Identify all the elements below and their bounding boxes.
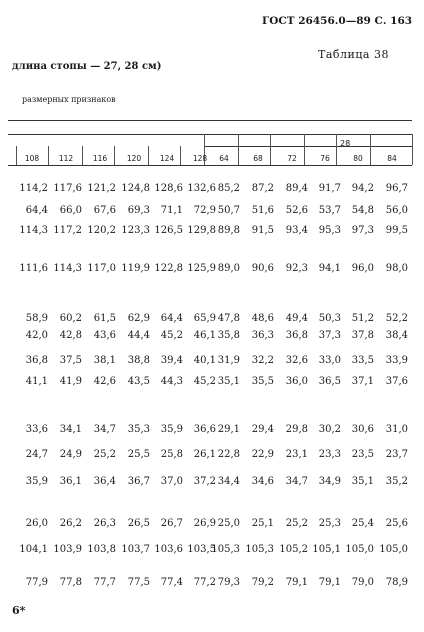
table-cell: 117,0 (87, 263, 116, 274)
table-cell: 105,3 (211, 544, 240, 555)
table-cell: 38,4 (385, 330, 408, 341)
table-cell: 129,8 (187, 225, 216, 236)
table-cell: 65,9 (193, 313, 216, 324)
table-cell: 33,5 (351, 355, 374, 366)
table-cell: 94,2 (351, 183, 374, 194)
table-cell: 29,8 (285, 424, 308, 435)
table-cell: 42,8 (59, 330, 82, 341)
table-cell: 89,8 (217, 225, 240, 236)
table-cell: 51,6 (251, 205, 274, 216)
table-cell: 33,9 (385, 355, 408, 366)
table-cell: 99,5 (385, 225, 408, 236)
table-cell: 50,7 (217, 205, 240, 216)
table-cell: 36,5 (318, 376, 341, 387)
table-cell: 103,5 (187, 544, 216, 555)
table-cell: 37,3 (318, 330, 341, 341)
page-mark: 6* (12, 604, 26, 617)
table-cell: 36,6 (193, 424, 216, 435)
table-cell: 33,6 (25, 424, 48, 435)
table-cell: 79,2 (251, 577, 274, 588)
table-cell: 34,4 (217, 476, 240, 487)
table-cell: 50,3 (318, 313, 341, 324)
foot-length-condition: длина стопы — 27, 28 см) (12, 61, 162, 72)
table-cell: 121,2 (87, 183, 116, 194)
table-cell: 58,9 (25, 313, 48, 324)
table-cell: 23,1 (285, 449, 308, 460)
table-cell: 35,9 (160, 424, 183, 435)
table-cell: 49,4 (285, 313, 308, 324)
table-cell: 105,3 (245, 544, 274, 555)
table-cell: 79,1 (285, 577, 308, 588)
table-cell: 52,6 (285, 205, 308, 216)
table-cell: 33,0 (318, 355, 341, 366)
table-cell: 31,0 (385, 424, 408, 435)
table-cell: 25,5 (127, 449, 150, 460)
table-cell: 23,7 (385, 449, 408, 460)
table-cell: 35,5 (251, 376, 274, 387)
table-cell: 34,1 (59, 424, 82, 435)
table-cell: 124,8 (121, 183, 150, 194)
group-rule (204, 146, 412, 147)
table-cell: 89,4 (285, 183, 308, 194)
table-cell: 94,1 (318, 263, 341, 274)
table-cell: 95,3 (318, 225, 341, 236)
column-header: 120 (126, 154, 142, 163)
table-cell: 36,4 (93, 476, 116, 487)
table-cell: 36,8 (25, 355, 48, 366)
table-cell: 77,4 (160, 577, 183, 588)
table-cell: 91,5 (251, 225, 274, 236)
table-cell: 62,9 (127, 313, 150, 324)
table-cell: 25,0 (217, 518, 240, 529)
table-cell: 24,9 (59, 449, 82, 460)
table-cell: 35,3 (127, 424, 150, 435)
table-cell: 43,5 (127, 376, 150, 387)
table-cell: 23,3 (318, 449, 341, 460)
table-cell: 126,5 (154, 225, 183, 236)
table-cell: 26,9 (193, 518, 216, 529)
column-header: 124 (159, 154, 175, 163)
table-cell: 117,6 (53, 183, 82, 194)
table-cell: 104,1 (19, 544, 48, 555)
table-cell: 48,6 (251, 313, 274, 324)
table-caption: Таблица 38 (318, 48, 389, 61)
table-cell: 25,1 (251, 518, 274, 529)
sizes-subheading: размерных признаков (22, 95, 116, 104)
table-cell: 25,2 (285, 518, 308, 529)
column-header: 128 (192, 154, 208, 163)
table-cell: 128,6 (154, 183, 183, 194)
table-cell: 26,1 (193, 449, 216, 460)
column-divider (412, 134, 413, 165)
table-cell: 105,2 (279, 544, 308, 555)
table-cell: 37,2 (193, 476, 216, 487)
table-cell: 25,4 (351, 518, 374, 529)
table-cell: 32,2 (251, 355, 274, 366)
column-header: 68 (253, 154, 263, 163)
table-cell: 26,2 (59, 518, 82, 529)
table-cell: 79,3 (217, 577, 240, 588)
column-header: 84 (387, 154, 397, 163)
table-cell: 34,7 (93, 424, 116, 435)
table-cell: 36,8 (285, 330, 308, 341)
table-cell: 114,2 (19, 183, 48, 194)
column-header: 76 (320, 154, 330, 163)
table-cell: 98,0 (385, 263, 408, 274)
table-cell: 36,3 (251, 330, 274, 341)
table-cell: 29,4 (251, 424, 274, 435)
table-cell: 103,6 (154, 544, 183, 555)
table-cell: 42,6 (93, 376, 116, 387)
table-cell: 77,9 (25, 577, 48, 588)
table-cell: 24,7 (25, 449, 48, 460)
table-cell: 37,8 (351, 330, 374, 341)
table-cell: 64,4 (160, 313, 183, 324)
table-cell: 41,9 (59, 376, 82, 387)
table-cell: 43,6 (93, 330, 116, 341)
table-cell: 51,2 (351, 313, 374, 324)
table-cell: 132,6 (187, 183, 216, 194)
table-cell: 25,3 (318, 518, 341, 529)
document-header: ГОСТ 26456.0—89 С. 163 (262, 15, 413, 27)
table-cell: 97,3 (351, 225, 374, 236)
table-cell: 125,9 (187, 263, 216, 274)
table-cell: 31,9 (217, 355, 240, 366)
table-cell: 30,6 (351, 424, 374, 435)
table-cell: 36,1 (59, 476, 82, 487)
table-cell: 117,2 (53, 225, 82, 236)
table-cell: 77,7 (93, 577, 116, 588)
table-cell: 114,3 (53, 263, 82, 274)
table-cell: 35,9 (25, 476, 48, 487)
table-cell: 35,1 (351, 476, 374, 487)
table-cell: 23,5 (351, 449, 374, 460)
table-cell: 93,4 (285, 225, 308, 236)
table-cell: 36,0 (285, 376, 308, 387)
table-cell: 35,2 (385, 476, 408, 487)
table-cell: 37,0 (160, 476, 183, 487)
table-cell: 41,1 (25, 376, 48, 387)
table-cell: 103,9 (53, 544, 82, 555)
column-divider (48, 146, 49, 165)
column-header: 72 (287, 154, 297, 163)
table-cell: 29,1 (217, 424, 240, 435)
table-cell: 77,8 (59, 577, 82, 588)
table-cell: 61,5 (93, 313, 116, 324)
table-cell: 103,7 (121, 544, 150, 555)
table-cell: 39,4 (160, 355, 183, 366)
table-cell: 77,2 (193, 577, 216, 588)
table-cell: 45,2 (160, 330, 183, 341)
table-cell: 34,7 (285, 476, 308, 487)
table-cell: 77,5 (127, 577, 150, 588)
table-cell: 25,8 (160, 449, 183, 460)
table-cell: 26,3 (93, 518, 116, 529)
table-cell: 34,6 (251, 476, 274, 487)
table-cell: 105,0 (345, 544, 374, 555)
table-cell: 114,3 (19, 225, 48, 236)
table-cell: 44,4 (127, 330, 150, 341)
table-cell: 105,0 (379, 544, 408, 555)
table-cell: 72,9 (193, 205, 216, 216)
table-rule-top (8, 120, 412, 121)
table-cell: 45,2 (193, 376, 216, 387)
table-rule-2 (8, 134, 412, 135)
column-header: 64 (219, 154, 229, 163)
column-header: 108 (24, 154, 40, 163)
table-cell: 71,1 (160, 205, 183, 216)
table-cell: 123,3 (121, 225, 150, 236)
table-cell: 37,5 (59, 355, 82, 366)
table-cell: 111,6 (19, 263, 48, 274)
table-cell: 44,3 (160, 376, 183, 387)
column-header: 112 (58, 154, 74, 163)
table-cell: 34,9 (318, 476, 341, 487)
header-rule-bottom (8, 165, 412, 166)
table-cell: 30,2 (318, 424, 341, 435)
table-cell: 25,2 (93, 449, 116, 460)
group-label-28: 28 (340, 139, 351, 148)
column-header: 116 (92, 154, 108, 163)
table-cell: 56,0 (385, 205, 408, 216)
table-cell: 26,7 (160, 518, 183, 529)
table-cell: 96,7 (385, 183, 408, 194)
table-cell: 67,6 (93, 205, 116, 216)
table-cell: 122,8 (154, 263, 183, 274)
table-cell: 38,8 (127, 355, 150, 366)
table-cell: 25,6 (385, 518, 408, 529)
table-cell: 66,0 (59, 205, 82, 216)
table-cell: 96,0 (351, 263, 374, 274)
table-cell: 52,2 (385, 313, 408, 324)
table-cell: 36,7 (127, 476, 150, 487)
table-cell: 54,8 (351, 205, 374, 216)
table-cell: 35,8 (217, 330, 240, 341)
table-cell: 40,1 (193, 355, 216, 366)
table-cell: 78,9 (385, 577, 408, 588)
table-cell: 79,0 (351, 577, 374, 588)
table-cell: 53,7 (318, 205, 341, 216)
table-cell: 64,4 (25, 205, 48, 216)
table-cell: 79,1 (318, 577, 341, 588)
table-cell: 38,1 (93, 355, 116, 366)
table-cell: 90,6 (251, 263, 274, 274)
table-cell: 92,3 (285, 263, 308, 274)
table-cell: 32,6 (285, 355, 308, 366)
table-cell: 69,3 (127, 205, 150, 216)
table-cell: 22,9 (251, 449, 274, 460)
table-cell: 105,1 (312, 544, 341, 555)
table-cell: 119,9 (121, 263, 150, 274)
table-cell: 37,1 (351, 376, 374, 387)
table-cell: 91,7 (318, 183, 341, 194)
table-cell: 42,0 (25, 330, 48, 341)
table-cell: 26,5 (127, 518, 150, 529)
table-cell: 37,6 (385, 376, 408, 387)
column-header: 80 (353, 154, 363, 163)
table-cell: 22,8 (217, 449, 240, 460)
table-cell: 47,8 (217, 313, 240, 324)
table-cell: 103,8 (87, 544, 116, 555)
table-cell: 60,2 (59, 313, 82, 324)
table-cell: 120,2 (87, 225, 116, 236)
table-cell: 89,0 (217, 263, 240, 274)
column-divider (82, 146, 83, 165)
table-cell: 26,0 (25, 518, 48, 529)
table-cell: 87,2 (251, 183, 274, 194)
table-cell: 46,1 (193, 330, 216, 341)
table-cell: 35,1 (217, 376, 240, 387)
table-cell: 85,2 (217, 183, 240, 194)
